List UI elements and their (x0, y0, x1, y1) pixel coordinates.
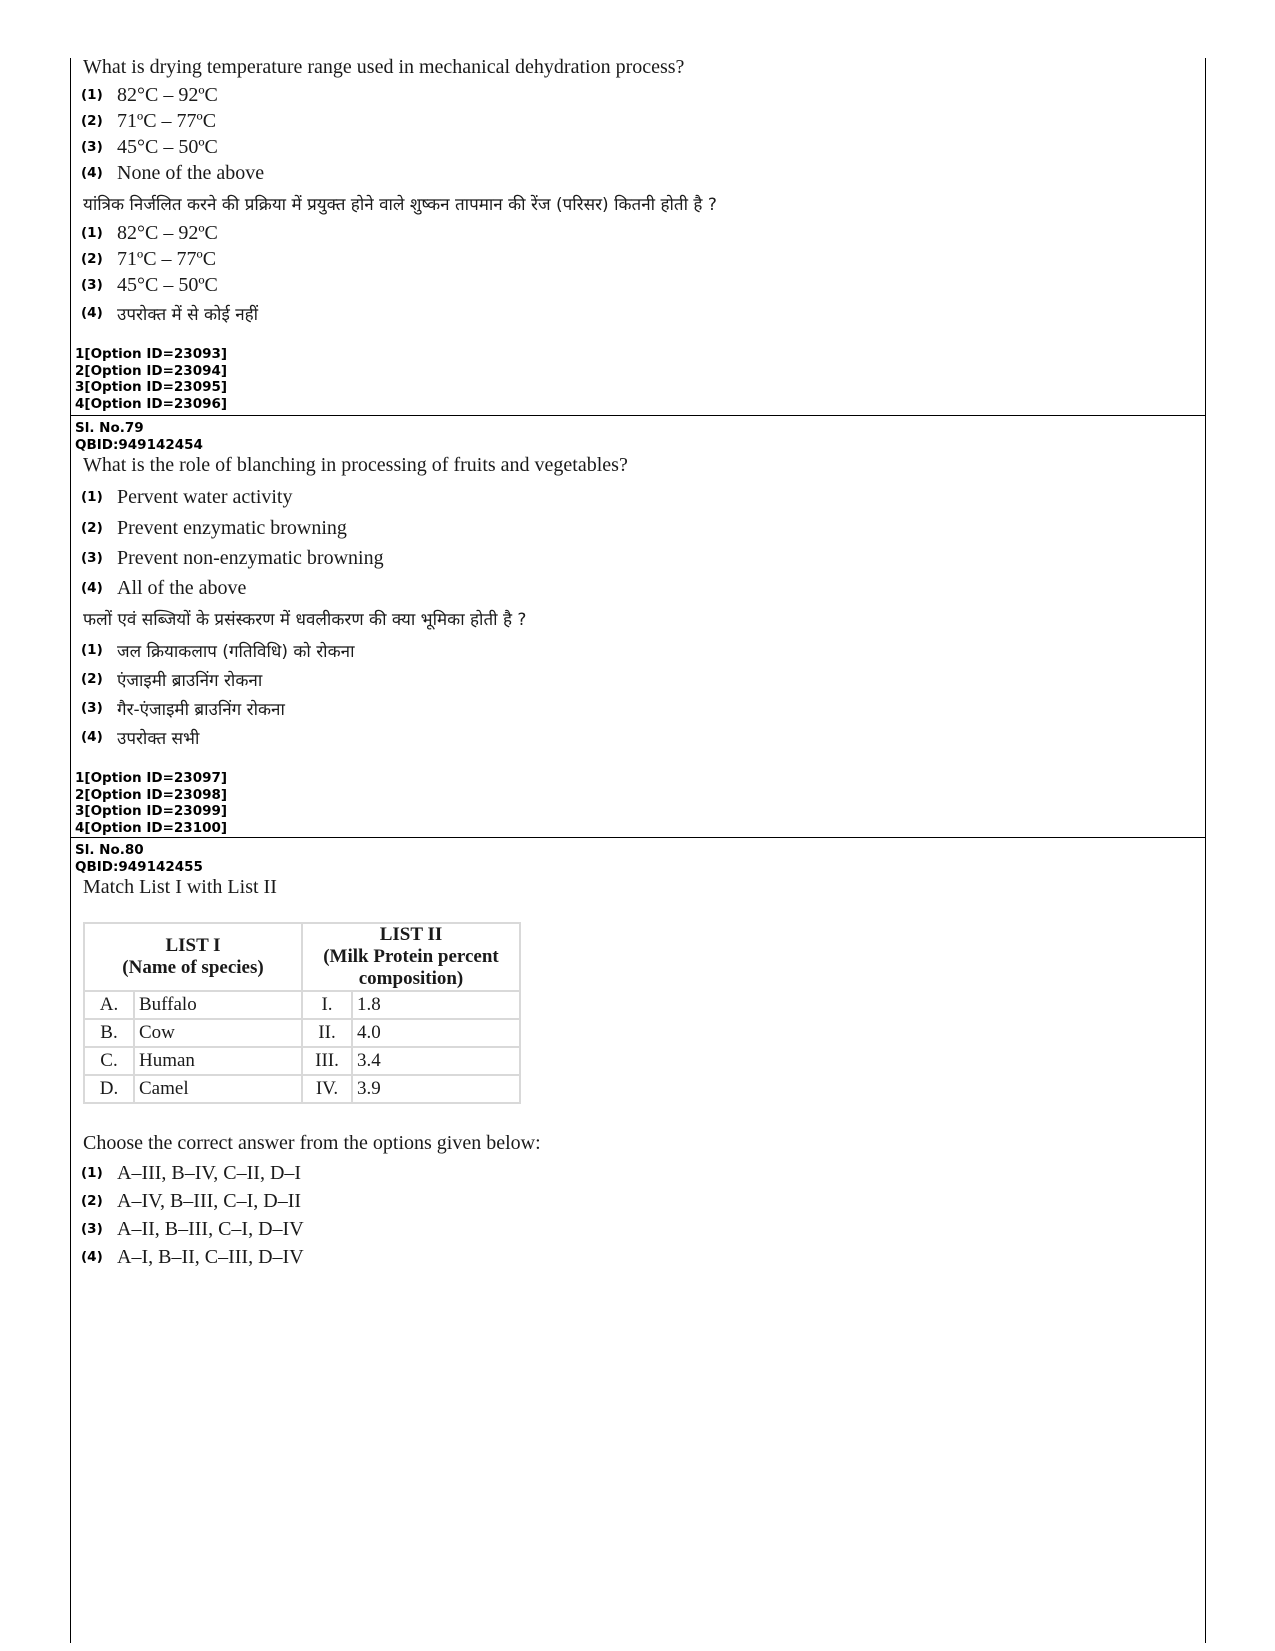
match-table (83, 922, 521, 1104)
option-text: 45°C – 50ºC (117, 273, 218, 296)
option-number: (1) (81, 87, 103, 103)
option-ids (75, 346, 227, 412)
option-number: (4) (81, 305, 103, 321)
option-text: Pervent water activity (117, 485, 293, 508)
serial-number: Sl. No.79 (75, 420, 144, 436)
option-2-en (81, 108, 216, 134)
option-id: 1[Option ID=23097] (75, 770, 228, 786)
question-text-en: What is the role of blanching in processing of fruits and vegetables? (83, 454, 628, 476)
option-text: A–IV, B–III, C–I, D–II (117, 1189, 302, 1212)
option-4-hi (81, 300, 258, 326)
list-2-key: III. (302, 1047, 352, 1075)
option-text: 71ºC – 77ºC (117, 109, 217, 132)
option-text: 71ºC – 77ºC (117, 247, 217, 270)
list-2-key: II. (302, 1019, 352, 1047)
option-3-hi (81, 272, 218, 298)
qbid: QBID:949142454 (75, 436, 203, 453)
option-number: (3) (81, 550, 103, 566)
option-4-en (81, 160, 264, 186)
option-text: Prevent enzymatic browning (117, 516, 347, 539)
option-number: (3) (81, 700, 103, 716)
option-text: A–III, B–IV, C–II, D–I (117, 1161, 302, 1184)
question-header (75, 420, 203, 453)
option-text: 82°C – 92ºC (117, 83, 218, 106)
list-1-key: D. (84, 1075, 134, 1103)
option-3-hi (81, 695, 285, 721)
option-number: (1) (81, 225, 103, 241)
page-frame (70, 58, 1206, 1643)
list-1-key: C. (84, 1047, 134, 1075)
option-text: 45°C – 50ºC (117, 135, 218, 158)
table-header-row (84, 923, 520, 991)
option-2-hi (81, 666, 262, 692)
option-1-hi (81, 637, 354, 663)
option-number: (4) (81, 1249, 103, 1265)
option-number: (4) (81, 729, 103, 745)
option-id: 2[Option ID=23098] (75, 786, 228, 803)
option-id: 4[Option ID=23096] (75, 395, 228, 412)
option-number: (3) (81, 1221, 103, 1237)
question-header (75, 842, 203, 875)
option-number: (3) (81, 139, 103, 155)
list-1-value: Human (134, 1047, 302, 1075)
option-text: उपरोक्त में से कोई नहीं (117, 304, 259, 325)
question-text-hi: यांत्रिक निर्जलित करने की प्रक्रिया में प्रयुक्त होने वाले शुष्कन तापमान की रेंज (परिसर) कितनी होती है ? (83, 195, 717, 215)
option-number: (2) (81, 251, 103, 267)
option-number: (2) (81, 1193, 103, 1209)
table-row (84, 1019, 520, 1047)
option-3-en (81, 545, 384, 571)
option-id: 3[Option ID=23099] (75, 803, 228, 819)
option-2-en (81, 515, 347, 541)
option-1-hi (81, 220, 218, 246)
option-text: 82°C – 92ºC (117, 221, 218, 244)
question-divider (71, 837, 1205, 838)
option-4-hi (81, 724, 199, 750)
option-number: (2) (81, 520, 103, 536)
list-2-key: I. (302, 991, 352, 1019)
list-2-value: 3.4 (352, 1047, 520, 1075)
list-2-key: IV. (302, 1075, 352, 1103)
instruction-text: Choose the correct answer from the options given below: (83, 1132, 541, 1154)
option-3-en (81, 1216, 304, 1242)
option-text: एंजाइमी ब्राउनिंग रोकना (117, 670, 263, 691)
option-2-en (81, 1188, 301, 1214)
option-number: (3) (81, 277, 103, 293)
option-id: 2[Option ID=23094] (75, 362, 228, 379)
option-number: (2) (81, 113, 103, 129)
option-1-en (81, 484, 293, 510)
list-1-header: LIST I (Name of species) (84, 923, 302, 991)
option-number: (1) (81, 489, 103, 505)
table-row (84, 1075, 520, 1103)
list-1-value: Cow (134, 1019, 302, 1047)
list-1-key: A. (84, 991, 134, 1019)
option-text: Prevent non-enzymatic browning (117, 546, 384, 569)
question-text-hi: फलों एवं सब्जियों के प्रसंस्करण में धवलीकरण की क्या भूमिका होती है ? (83, 610, 527, 630)
question-text-en: What is drying temperature range used in mechanical dehydration process? (83, 56, 685, 78)
question-divider (71, 415, 1205, 416)
option-id: 3[Option ID=23095] (75, 379, 228, 395)
option-3-en (81, 134, 218, 160)
option-text: All of the above (117, 576, 247, 599)
option-1-en (81, 82, 218, 108)
question-text-en: Match List I with List II (83, 876, 277, 898)
list-1-value: Buffalo (134, 991, 302, 1019)
list-2-value: 4.0 (352, 1019, 520, 1047)
option-number: (1) (81, 1165, 103, 1181)
serial-number: Sl. No.80 (75, 842, 144, 858)
table-row (84, 991, 520, 1019)
option-number: (1) (81, 642, 103, 658)
option-id: 4[Option ID=23100] (75, 819, 228, 836)
option-text: None of the above (117, 161, 265, 184)
list-1-key: B. (84, 1019, 134, 1047)
option-text: उपरोक्त सभी (117, 728, 200, 749)
list-2-value: 3.9 (352, 1075, 520, 1103)
option-id: 1[Option ID=23093] (75, 346, 228, 362)
qbid: QBID:949142455 (75, 858, 203, 875)
option-text: A–II, B–III, C–I, D–IV (117, 1217, 304, 1240)
option-2-hi (81, 246, 216, 272)
option-number: (4) (81, 580, 103, 596)
option-number: (2) (81, 671, 103, 687)
option-ids (75, 770, 227, 836)
table-row (84, 1047, 520, 1075)
option-text: जल क्रियाकलाप (गतिविधि) को रोकना (117, 641, 355, 662)
option-4-en (81, 1244, 304, 1270)
option-text: A–I, B–II, C–III, D–IV (117, 1245, 304, 1268)
list-2-header: LIST II (Milk Protein percent composition) (302, 923, 520, 991)
list-2-value: 1.8 (352, 991, 520, 1019)
option-4-en (81, 575, 246, 601)
list-1-value: Camel (134, 1075, 302, 1103)
option-text: गैर-एंजाइमी ब्राउनिंग रोकना (117, 699, 285, 720)
option-number: (4) (81, 165, 103, 181)
option-1-en (81, 1160, 301, 1186)
